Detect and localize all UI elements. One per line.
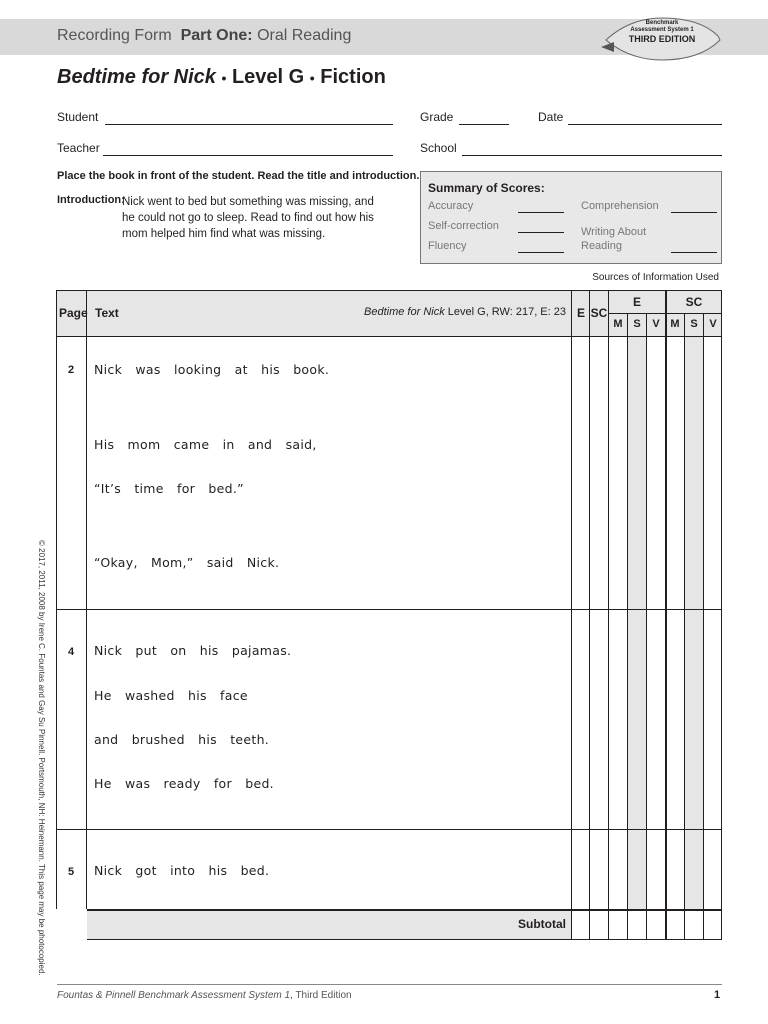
text-line: Nick got into his bed.: [94, 863, 270, 878]
footer-rule: [57, 984, 722, 985]
fluency-field[interactable]: [518, 252, 564, 253]
badge-edition: THIRD EDITION: [628, 34, 696, 44]
text-line: He washed his face: [94, 688, 248, 703]
comprehension-label: Comprehension: [581, 200, 659, 212]
writing-about-reading-field[interactable]: [671, 252, 717, 253]
e-s-divider: [646, 313, 647, 940]
msv-e-divider: [608, 290, 609, 940]
introduction-text: Nick went to bed but something was missing, and he could not go to sleep. Read to find out how his mom helped him find what was missing.: [122, 196, 374, 240]
part-name: Oral Reading: [257, 27, 352, 44]
e-col-divider: [571, 290, 572, 940]
introduction-label: Introduction:: [57, 194, 125, 206]
date-field[interactable]: [568, 124, 722, 125]
subtotal-label: Subtotal: [518, 917, 566, 931]
sc-m-header: M: [670, 318, 680, 330]
sc-m-divider: [684, 313, 685, 940]
edition-badge: [612, 20, 712, 44]
self-correction-field[interactable]: [518, 232, 564, 233]
col-header-page: Page: [59, 306, 88, 320]
text-line: Nick put on his pajamas.: [94, 643, 292, 658]
book-reference-info: Level G, RW: 217, E: 23: [447, 306, 566, 318]
school-field[interactable]: [462, 155, 722, 156]
text-line: and brushed his teeth.: [94, 732, 270, 747]
book-reference-title: Bedtime for Nick: [364, 306, 445, 318]
writing-label-line-2: Reading: [581, 240, 622, 252]
page-col-divider: [86, 290, 87, 909]
page-number: 1: [714, 989, 721, 1001]
text-line: “Okay, Mom,” said Nick.: [94, 555, 280, 570]
title-bullet-2: •: [309, 70, 315, 86]
section-divider-2: [56, 829, 722, 830]
book-level: Level G: [231, 66, 305, 88]
footer-series-name: Fountas & Pinnell Benchmark Assessment System 1: [57, 990, 291, 1001]
e-v-header: V: [652, 318, 660, 330]
book-title: Bedtime for Nick: [57, 66, 216, 88]
subtotal-gap: [56, 909, 87, 941]
copyright-notice: © 2017, 2011, 2008 by Irene C. Fountas and Gay Su Pinnell. Portsmouth, NH: Heinemann. This page may be photocopied.: [37, 540, 46, 976]
part-label: Part One:: [180, 27, 253, 44]
col-header-sc: SC: [590, 306, 608, 320]
e-m-divider: [627, 313, 628, 940]
teacher-label: Teacher: [57, 141, 100, 155]
text-line: Nick was looking at his book.: [94, 362, 330, 377]
accuracy-field[interactable]: [518, 212, 564, 213]
sc-s-divider: [703, 313, 704, 940]
e-s-header: S: [633, 318, 641, 330]
date-label: Date: [538, 110, 564, 124]
sc-s-column-shade: [684, 336, 703, 909]
book-title-line: [57, 66, 386, 89]
teacher-field[interactable]: [103, 155, 393, 156]
col-header-text: Text: [95, 306, 119, 320]
msv-sc-divider: [665, 290, 667, 940]
instructions: Place the book in front of the student. Read the title and introduction.: [57, 170, 420, 182]
student-field[interactable]: [105, 124, 393, 125]
summary-title: Summary of Scores:: [428, 181, 545, 195]
student-label: Student: [57, 110, 99, 124]
writing-label-line-1: Writing About: [581, 226, 647, 238]
fluency-label: Fluency: [428, 240, 467, 252]
title-bullet-1: •: [221, 70, 227, 86]
form-title: Recording Form: [57, 27, 172, 44]
text-line: He was ready for bed.: [94, 776, 274, 791]
col-header-e: E: [576, 306, 585, 320]
footer-edition: , Third Edition: [290, 990, 352, 1001]
sc-col-divider: [589, 290, 590, 940]
self-correction-label: Self-correction: [428, 220, 499, 232]
text-line: “It’s time for bed.”: [94, 481, 244, 496]
group-header-e: E: [632, 295, 641, 309]
sc-s-header: S: [690, 318, 698, 330]
e-m-header: M: [613, 318, 623, 330]
badge-line-1: Benchmark: [645, 20, 679, 26]
group-header-sc: SC: [685, 295, 703, 309]
comprehension-field[interactable]: [671, 212, 717, 213]
page-number-4: 4: [67, 646, 75, 658]
footer-series: [57, 990, 352, 1001]
page-number-5: 5: [67, 866, 75, 878]
sources-label: Sources of Information Used: [592, 272, 719, 283]
book-reference: [300, 306, 566, 318]
badge-line-2: Assessment System 1: [630, 27, 694, 33]
grade-field[interactable]: [459, 124, 509, 125]
accuracy-label: Accuracy: [428, 200, 474, 212]
page-number-2: 2: [67, 364, 75, 376]
form-header: [57, 27, 351, 45]
section-divider-1: [56, 609, 722, 610]
msv-group-divider: [608, 313, 722, 314]
grade-label: Grade: [420, 110, 454, 124]
book-genre: Fiction: [320, 66, 386, 88]
subtotal-top-line: [56, 909, 722, 911]
school-label: School: [420, 141, 457, 155]
header-bottom-line: [56, 336, 722, 337]
text-line: His mom came in and said,: [94, 437, 317, 452]
e-s-column-shade: [628, 336, 646, 909]
sc-v-header: V: [709, 318, 717, 330]
writing-about-reading-label: [581, 225, 646, 253]
reading-record-table: [56, 290, 722, 940]
